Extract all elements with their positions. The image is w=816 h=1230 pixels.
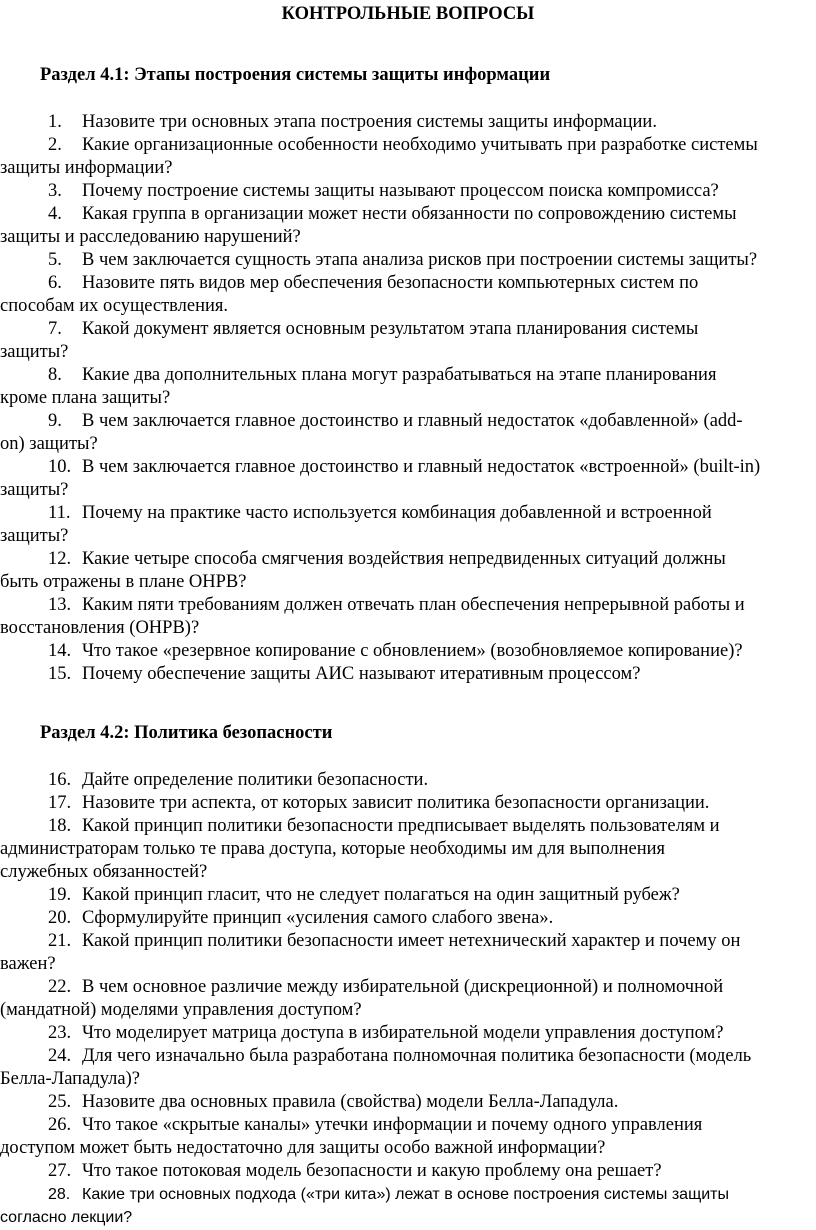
question-text: Что такое «скрытые каналы» утечки информации и почему одного управления [82, 1115, 703, 1135]
page-title: КОНТРОЛЬНЫЕ ВОПРОСЫ [281, 4, 535, 24]
question-number: 25. [48, 1092, 72, 1112]
question-text-continued: служебных обязанностей? [0, 862, 208, 882]
question-number: 11. [48, 503, 71, 523]
question-item [0, 272, 812, 318]
question-number: 7. [48, 319, 62, 339]
question-number: 22. [48, 977, 72, 997]
question-number: 27. [48, 1161, 72, 1181]
question-number: 13. [48, 595, 72, 615]
question-text-continued: согласно лекции? [0, 1209, 133, 1226]
question-item [0, 249, 812, 272]
question-item [0, 502, 812, 548]
question-number: 1. [48, 112, 62, 132]
question-text: Что такое «резервное копирование с обновлением» (возобновляемое копирование)? [82, 641, 743, 661]
question-text: Какие четыре способа смягчения воздействия непредвиденных ситуаций должны [82, 549, 726, 569]
question-text-continued: защиты? [0, 342, 69, 362]
question-text-continued: быть отражены в плане ОНРВ? [0, 572, 247, 592]
question-item [0, 663, 812, 686]
question-item [0, 1160, 812, 1183]
question-text: Что моделирует матрица доступа в избирательной модели управления доступом? [82, 1023, 724, 1043]
question-item [0, 410, 812, 456]
question-item [0, 769, 812, 792]
question-item [0, 111, 812, 134]
question-text: Назовите два основных правила (свойства) модели Белла-Лападула. [82, 1092, 619, 1112]
question-number: 19. [48, 885, 72, 905]
question-item [0, 364, 812, 410]
question-number: 10. [48, 457, 72, 477]
question-text: Какой принцип политики безопасности имеет нетехнический характер и почему он [82, 931, 741, 951]
question-number: 23. [48, 1023, 72, 1043]
question-text: В чем основное различие между избирательной (дискреционной) и полномочной [82, 977, 724, 997]
question-item [0, 930, 812, 976]
question-text: Для чего изначально была разработана полномочная политика безопасности (модель [82, 1046, 752, 1066]
question-text: Назовите три аспекта, от которых зависит политика безопасности организации. [82, 793, 710, 813]
question-text: Каким пяти требованиям должен отвечать план обеспечения непрерывной работы и [82, 595, 745, 615]
question-text: Какой принцип политики безопасности предписывает выделять пользователям и [82, 816, 720, 836]
question-item [0, 907, 812, 930]
question-text: Почему на практике часто используется комбинация добавленной и встроенной [82, 503, 712, 523]
question-text-continued: доступом может быть недостаточно для защиты особо важной информации? [0, 1138, 606, 1158]
question-number: 15. [48, 664, 72, 684]
question-number: 24. [48, 1046, 72, 1066]
question-item [0, 640, 812, 663]
question-text: Назовите три основных этапа построения системы защиты информации. [82, 112, 657, 132]
question-item [0, 180, 812, 203]
question-number: 16. [48, 770, 72, 790]
question-item [0, 884, 812, 907]
question-item [0, 318, 812, 364]
question-text: Какие три основных подхода («три кита») лежат в основе построения системы защиты [82, 1186, 729, 1203]
question-text: В чем заключается главное достоинство и главный недостаток «добавленной» (add- [82, 411, 743, 431]
question-text-continued: защиты информации? [0, 158, 173, 178]
question-text: Назовите пять видов мер обеспечения безопасности компьютерных систем по [82, 273, 699, 293]
question-text: Какие организационные особенности необходимо учитывать при разработке системы [82, 135, 758, 155]
question-number: 17. [48, 793, 72, 813]
question-text: Какая группа в организации может нести обязанности по сопровождению системы [82, 204, 737, 224]
question-number: 28. [48, 1186, 71, 1203]
question-number: 21. [48, 931, 72, 951]
question-text: В чем заключается главное достоинство и главный недостаток «встроенной» (built-in) [82, 457, 761, 477]
question-number: 2. [48, 135, 62, 155]
question-number: 18. [48, 816, 72, 836]
question-text-continued: кроме плана защиты? [0, 388, 171, 408]
question-text: Почему построение системы защиты называют процессом поиска компромисса? [82, 181, 719, 201]
question-number: 12. [48, 549, 72, 569]
question-item [0, 203, 812, 249]
question-text-continued: защиты? [0, 526, 69, 546]
question-item [0, 976, 812, 1022]
question-item [0, 1022, 812, 1045]
question-text-continued: on) защиты? [0, 434, 98, 454]
question-number: 20. [48, 908, 72, 928]
question-number: 26. [48, 1115, 72, 1135]
section-heading: Раздел 4.2: Политика безопасности [40, 723, 333, 743]
question-text: Дайте определение политики безопасности. [82, 770, 429, 790]
question-item [0, 815, 812, 884]
question-text: Какие два дополнительных плана могут разрабатываться на этапе планирования [82, 365, 717, 385]
question-text: Что такое потоковая модель безопасности и какую проблему она решает? [82, 1161, 662, 1181]
question-text: Какой документ является основным результатом этапа планирования системы [82, 319, 699, 339]
question-number: 14. [48, 641, 72, 661]
question-text: Почему обеспечение защиты АИС называют итеративным процессом? [82, 664, 641, 684]
question-text-continued: важен? [0, 954, 56, 974]
question-text: Какой принцип гласит, что не следует полагаться на один защитный рубеж? [82, 885, 680, 905]
question-number: 6. [48, 273, 62, 293]
question-text-continued: защиты? [0, 480, 69, 500]
question-item [0, 456, 812, 502]
question-item [0, 1091, 812, 1114]
question-number: 8. [48, 365, 62, 385]
question-item [0, 548, 812, 594]
question-item [0, 1114, 812, 1160]
question-text-continued: защиты и расследованию нарушений? [0, 227, 301, 247]
question-number: 5. [48, 250, 62, 270]
question-text-continued: (мандатной) моделями управления доступом? [0, 1000, 362, 1020]
question-text-continued: администраторам только те права доступа, которые необходимы им для выполнения [0, 839, 666, 859]
question-text: Сформулируйте принцип «усиления самого слабого звена». [82, 908, 554, 928]
question-number: 9. [48, 411, 62, 431]
question-text: В чем заключается сущность этапа анализа рисков при построении системы защиты? [82, 250, 758, 270]
question-item [0, 1045, 812, 1091]
question-text-continued: восстановления (ОНРВ)? [0, 618, 200, 638]
question-number: 3. [48, 181, 62, 201]
question-item [0, 792, 812, 815]
question-number: 4. [48, 204, 62, 224]
section-heading: Раздел 4.1: Этапы построения системы защиты информации [40, 65, 551, 85]
question-text-continued: Белла-Лападула)? [0, 1069, 140, 1089]
question-item [0, 594, 812, 640]
question-text-continued: способам их осуществления. [0, 296, 229, 316]
question-item [0, 1183, 812, 1229]
question-item [0, 134, 812, 180]
